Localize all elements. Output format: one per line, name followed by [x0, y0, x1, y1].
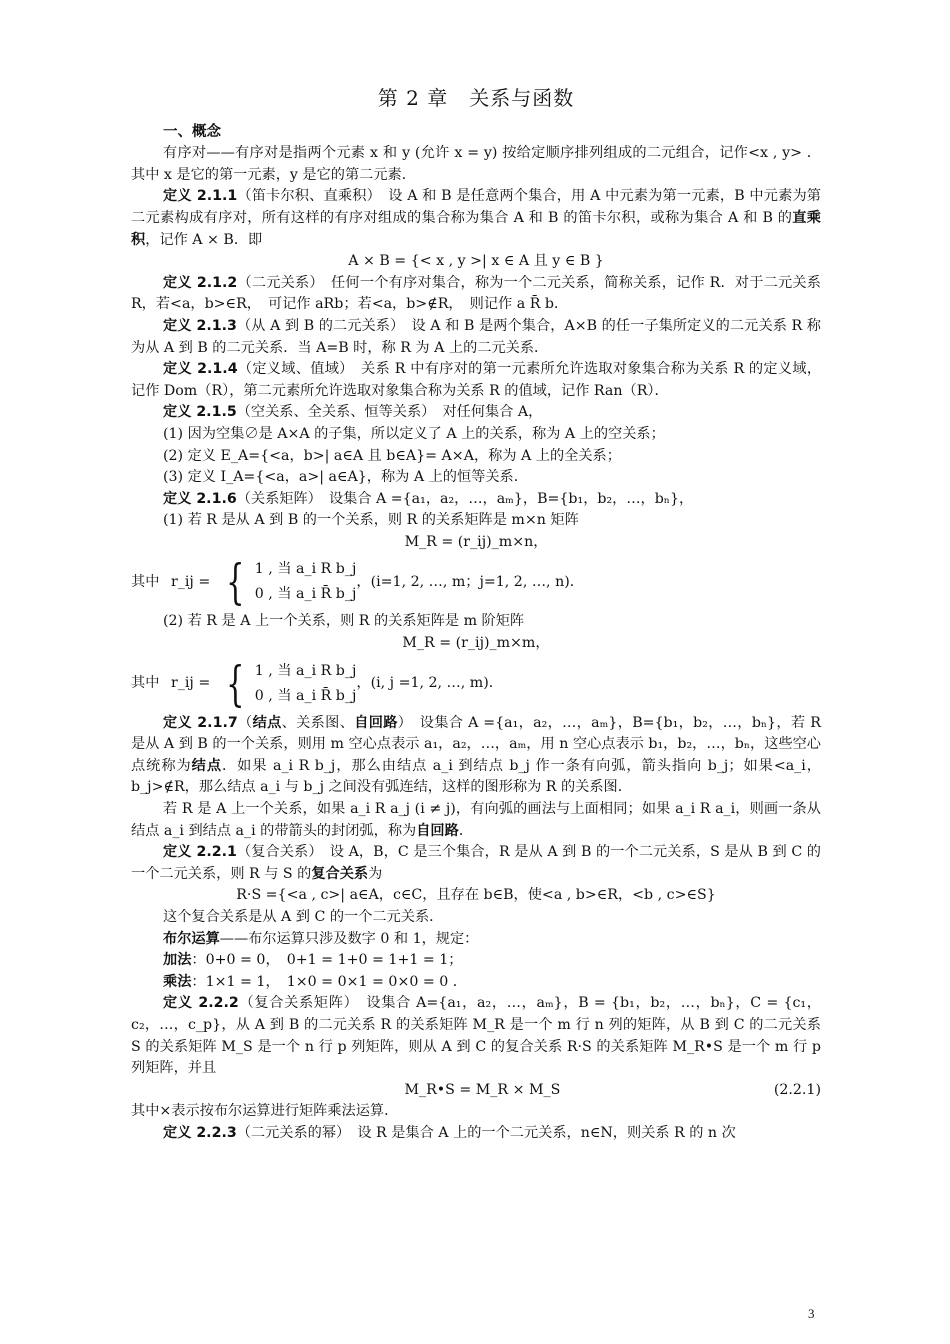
definition-2-1-1: [131, 186, 821, 251]
composite-matrix-formula: M_R•S = M_R × M_S: [404, 1081, 561, 1098]
definition-2-1-4: [131, 359, 821, 402]
def-body: 为: [368, 865, 383, 882]
piecewise-cases: [255, 659, 357, 709]
def-keyword: 自回路: [416, 822, 459, 839]
brace-icon: {: [226, 554, 245, 611]
case-zero: 0 , 当 a_i R̄ b_j: [254, 687, 357, 704]
def-body: 对任何集合 A，: [428, 404, 543, 421]
def-name: （从 A 到 B 的二元关系）: [236, 317, 398, 334]
def-body: 设集合 A ={a₁，a₂，…，aₘ}，B={b₁，b₂，…，bₙ}，: [314, 490, 694, 507]
definition-2-1-6: [131, 489, 821, 511]
def-name: （复合关系）: [236, 844, 316, 861]
def-body: ——布尔运算只涉及数字 0 和 1，规定：: [219, 930, 479, 947]
def-head: 定义 2.1.2: [163, 274, 238, 291]
boolean-multiplication: [131, 972, 821, 994]
def-body: ，记作 A × B．即: [145, 231, 263, 248]
def-head: 定义 2.2.1: [163, 844, 237, 861]
document-page: [131, 88, 821, 1145]
relation-matrix-formula: M_R = (r_ij)_m×m，: [402, 635, 550, 652]
composite-relation-note: 这个复合关系是从 A 到 C 的一个二元关系．: [163, 909, 444, 925]
where-label: 其中: [131, 674, 160, 691]
composite-relation-formula: R·S ={<a , c>| a∈A，c∈C，且存在 b∈B，使<a , b>∈R，<b , c>∈S}: [236, 887, 716, 904]
def-body: ：1×1 = 1， 1×0 = 0×1 = 0×0 = 0 ．: [191, 973, 467, 990]
case-zero: 0 , 当 a_i R̄ b_j: [254, 586, 357, 603]
def-body: 设 R 是集合 A 上的一个二元关系，n∈N，则关系 R 的 n 次: [343, 1124, 736, 1141]
def-head: 定义 2.1.6: [163, 490, 237, 507]
section-title: 一、概念: [163, 123, 221, 140]
def-head: 定义 2.1.5: [163, 404, 237, 421]
def-head: 定义 2.1.4: [163, 361, 238, 378]
case-one: 1 , 当 a_i R b_j: [254, 662, 357, 679]
def-head: 定义 2.2.2: [163, 995, 239, 1012]
definition-2-2-1: [131, 842, 821, 885]
list-item: (1) 因为空集∅是 A×A 的子集，所以定义了 A 上的关系，称为 A 上的空关系；: [163, 425, 665, 442]
def-body: 设 A，B，C 是三个集合，R 是从 A 到 B 的一个二元关系，S 是从 B 到 C 的一个二元关系，则 R 与 S 的: [131, 844, 821, 882]
def-keyword: 自回路: [354, 714, 398, 731]
definition-2-1-7: [131, 713, 821, 799]
where-label: 其中: [131, 573, 160, 590]
def-body: ．如果 a_i R b_j，那么由结点 a_i 到结点 b_j 作一条有向弧，箭头指向 b_j；如果<a_i，b_j>∉R，那么结点 a_i 与 b_j 之间没有弧连结，这样的图形称为 R 的关系图．: [131, 757, 821, 796]
def-keyword: 结点: [191, 757, 223, 774]
boolean-addition: [131, 950, 821, 972]
piecewise-lhs: r_ij =: [171, 573, 211, 590]
cartesian-product-formula: A × B = {< x , y >| x ∈ A 且 y ∈ B }: [348, 253, 604, 270]
def-head: 定义 2.1.7: [163, 714, 238, 731]
def-name: ）: [397, 714, 406, 731]
definition-2-1-5: [131, 402, 821, 424]
index-range: ，(i=1, 2, …, m；j=1, 2, …, n)．: [356, 573, 584, 590]
def-name: （定义域、值域）: [237, 361, 347, 378]
def-body: ：0+0 = 0， 0+1 = 1+0 = 1+1 = 1；: [191, 952, 463, 969]
def-body: 若 R 是 A 上一个关系，如果 a_i R a_j (i ≠ j)，有向弧的画法与上面相同；如果 a_i R a_i，则画一条从结点 a_i 到结点 a_i 的带箭头的封闭弧，称为: [131, 801, 821, 839]
boolean-operation: [131, 929, 821, 951]
def-keyword: 乘法: [163, 973, 192, 990]
def-name: （: [237, 714, 253, 731]
def-body: 设集合 A ={a₁，a₂，…，aₘ}，B={b₁，b₂，…，bₙ}，若 R 是从 A 到 B 的一个关系，则用 m 空心点表示 a₁，a₂，…，aₘ，用 n 空心点表示 b₁，b₂，…，bₙ，这些空心点统称为: [131, 714, 821, 774]
equation-line: [131, 1080, 821, 1102]
def-name: （笛卡尔积、直乘积）: [237, 188, 374, 205]
def-keyword: 直乘积: [131, 209, 821, 248]
def-name: （二元关系）: [237, 274, 317, 291]
equation-spacer: [131, 1080, 191, 1102]
def-body: 任何一个有序对集合，称为一个二元关系，简称关系，记作 R．对于二元关系 R，若<a，b>∈R， 可记作 aRb；若<a，b>∉R， 则记作 a R̄ b．: [131, 274, 821, 313]
def-name: 、关系图、: [281, 714, 355, 731]
equation-number: (2.2.1): [773, 1081, 821, 1098]
piecewise-definition: [131, 554, 821, 611]
def-name: （复合关系矩阵）: [238, 995, 352, 1012]
list-item: (2) 若 R 是 A 上一个关系，则 R 的关系矩阵是 m 阶矩阵: [163, 613, 525, 630]
ordered-pair-paragraph: 有序对——有序对是指两个元素 x 和 y (允许 x = y) 按给定顺序排列组成的二元组合，记作<x , y> ．其中 x 是它的第一元素，y 是它的第二元素．: [131, 145, 821, 183]
def-body: 关系 R 中有序对的第一元素所允许选取对象集合称为关系 R 的定义域，记作 Dom（R），第二元素所允许选取对象集合称为关系 R 的值域，记作 Ran（R）．: [131, 361, 822, 399]
def-name: （二元关系的幂）: [236, 1124, 344, 1141]
index-range: ，(i, j =1, 2, …, m)．: [356, 674, 503, 691]
def-body: 设 A 和 B 是两个集合，A×B 的任一子集所定义的二元关系 R 称为从 A 到 B 的二元关系．当 A=B 时，称 R 为 A 上的二元关系．: [131, 317, 821, 356]
chapter-title: 第 2 章 关系与函数: [377, 86, 575, 110]
def-keyword: 结点: [252, 714, 282, 731]
def-keyword: 复合关系: [311, 865, 369, 882]
definition-2-2-3: [131, 1123, 821, 1145]
def-name: （关系矩阵）: [236, 490, 315, 507]
def-head: 定义 2.1.1: [163, 188, 238, 205]
list-item: (1) 若 R 是从 A 到 B 的一个关系，则 R 的关系矩阵是 m×n 矩阵: [163, 512, 579, 529]
case-one: 1 , 当 a_i R b_j: [254, 561, 357, 578]
definition-2-2-2: [131, 993, 821, 1079]
self-loop-paragraph: [131, 799, 821, 842]
def-head: 定义 2.1.3: [163, 317, 237, 334]
piecewise-lhs: r_ij =: [171, 674, 211, 691]
definition-2-1-3: [131, 316, 821, 359]
piecewise-definition: [131, 655, 821, 712]
piecewise-cases: [255, 557, 357, 607]
def-body: ．: [458, 822, 474, 839]
relation-matrix-formula: M_R = (r_ij)_m×n，: [404, 533, 548, 550]
def-body: 设 A 和 B 是任意两个集合，用 A 中元素为第一元素，B 中元素为第二元素构成有序对，所有这样的有序对组成的集合称为集合 A 和 B 的笛卡尔积，或称为集合 A 和 B 的: [131, 188, 821, 226]
def-keyword: 布尔运算: [163, 930, 220, 947]
boolean-matrix-note: 其中×表示按布尔运算进行矩阵乘法运算．: [131, 1103, 399, 1120]
list-item: (3) 定义 I_A={<a，a>| a∈A}，称为 A 上的恒等关系．: [163, 469, 528, 486]
def-body: 设集合 A={a₁，a₂，…，aₘ}，B = {b₁，b₂，…，bₙ}，C = {c₁，c₂，…，c_p}，从 A 到 B 的二元关系 R 的关系矩阵 M_R 是一个 m 行 n 列的矩阵，从 B 到 C 的二元关系 S 的关系矩阵 M_S 是一个 n 行 p 列矩阵，则从 A 到 C 的复合关系 R·S 的关系矩阵 M_R•S 是一个 m 行 p 列矩阵，并且: [131, 995, 821, 1077]
definition-2-1-2: [131, 273, 821, 316]
page-number: 3: [808, 1306, 815, 1321]
def-head: 定义 2.2.3: [163, 1124, 237, 1141]
def-name: （空关系、全关系、恒等关系）: [236, 404, 429, 421]
brace-icon: {: [226, 655, 245, 712]
def-keyword: 加法: [163, 952, 192, 969]
list-item: (2) 定义 E_A={<a，b>| a∈A 且 b∈A}= A×A，称为 A 上的全关系；: [163, 447, 621, 464]
